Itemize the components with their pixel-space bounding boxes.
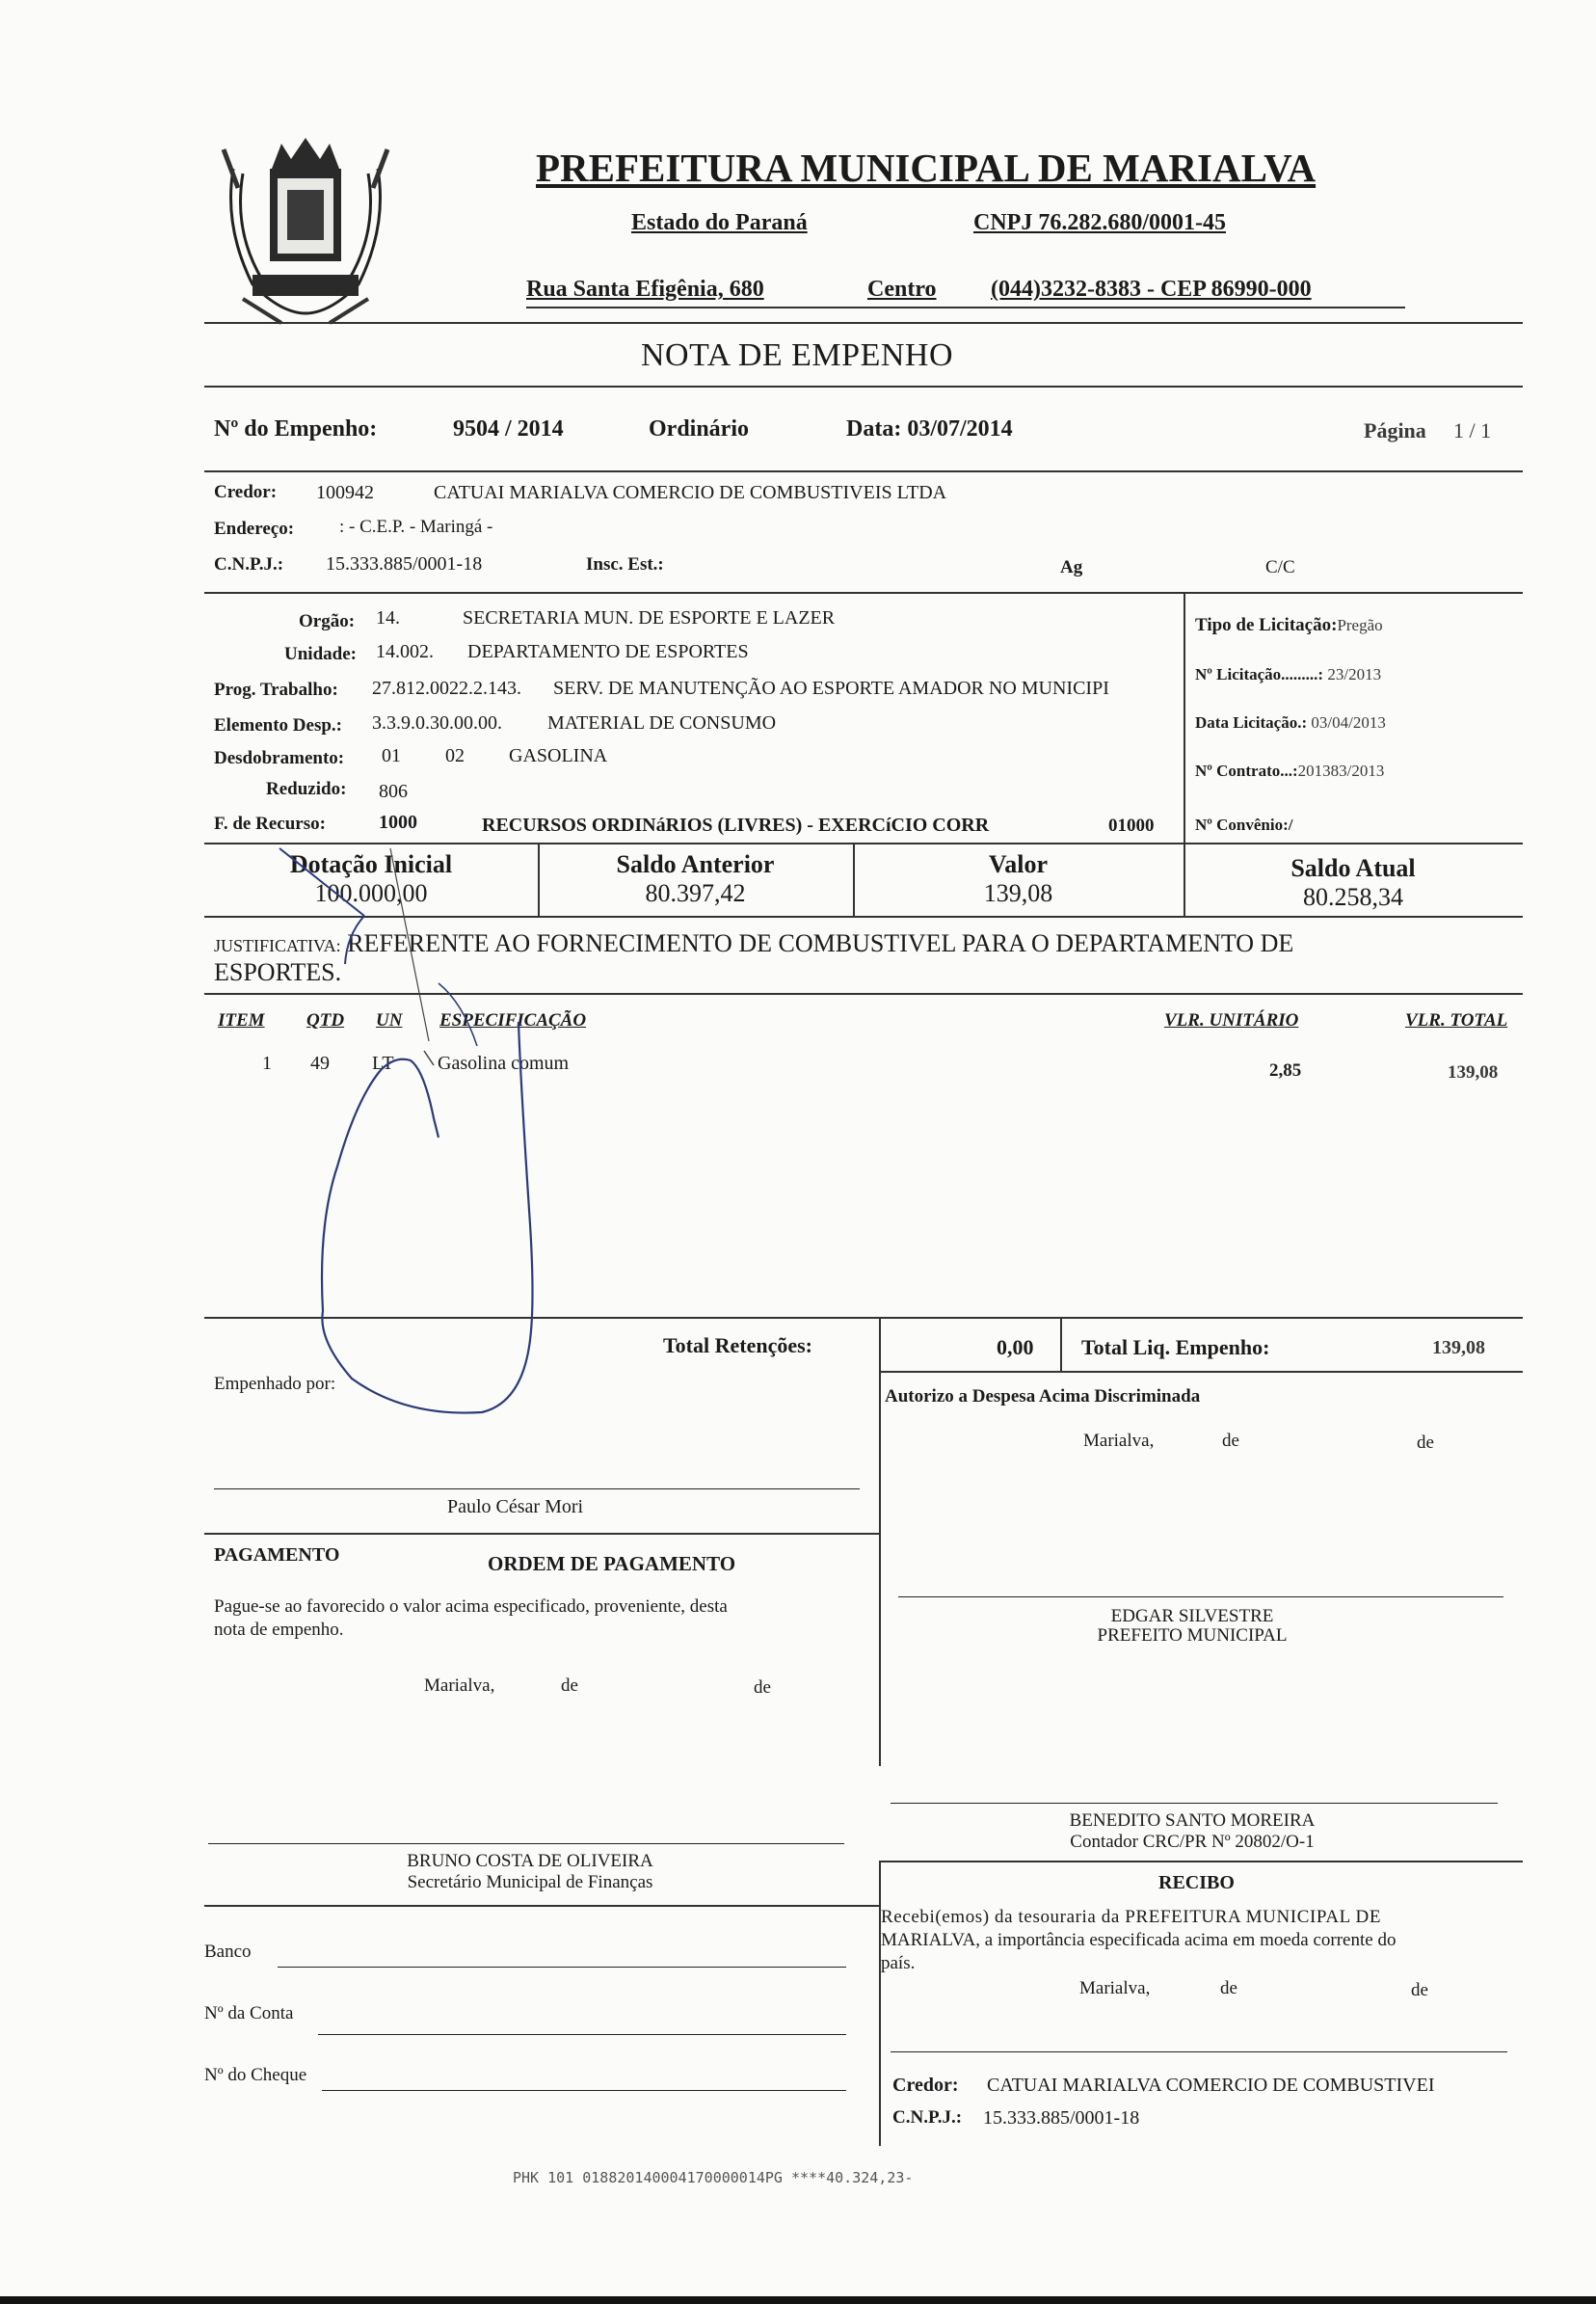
saldo-anterior-label: Saldo Anterior — [616, 850, 775, 878]
municipality-phone-cep: (044)3232-8383 - CEP 86990-000 — [991, 277, 1312, 302]
item-un: LT — [372, 1053, 394, 1074]
elemento-desp-label: Elemento Desp.: — [214, 715, 342, 736]
tipo-licitacao: Pregão — [1337, 616, 1383, 634]
credor-name: CATUAI MARIALVA COMERCIO DE COMBUSTIVEIS LTDA — [434, 482, 947, 503]
recibo-text-line2: MARIALVA, a importância especificada acima em moeda corrente do — [881, 1930, 1396, 1950]
pagamento-de-1: de — [561, 1675, 578, 1696]
title-divider — [204, 386, 1523, 388]
item-qtd: 49 — [310, 1053, 330, 1074]
header-address-rule — [526, 307, 1405, 308]
item-number: 1 — [262, 1053, 272, 1074]
recurso-number: 01000 — [1108, 816, 1155, 836]
elemento-desp-code: 3.3.9.0.30.00.00. — [372, 712, 502, 734]
empenho-date: Data: 03/07/2014 — [846, 416, 1013, 442]
footer-code: PHK 101 018820140004170000014PG ****40.324,23- — [513, 2169, 914, 2186]
municipality-address: Rua Santa Efigênia, 680 — [526, 277, 764, 302]
pagamento-top-divider — [204, 1533, 879, 1535]
municipality-district: Centro — [867, 277, 937, 302]
banco-label: Banco — [204, 1942, 252, 1962]
unidade-code: 14.002. — [376, 641, 434, 662]
pen-scribble — [241, 839, 646, 1417]
empenho-number-label: Nº do Empenho: — [214, 416, 378, 442]
item-vlr-unit: 2,85 — [1269, 1060, 1302, 1081]
credor-cnpj: 15.333.885/0001-18 — [326, 553, 483, 575]
empenhado-name: Paulo César Mori — [447, 1496, 584, 1517]
total-liquido-value: 139,08 — [1432, 1337, 1485, 1358]
licitacao-date: 03/04/2013 — [1311, 713, 1386, 732]
col-vlr-unit-header: VLR. UNITÁRIO — [1164, 1010, 1299, 1031]
elemento-desp-name: MATERIAL DE CONSUMO — [547, 712, 777, 734]
saldo-atual-label: Saldo Atual — [1290, 854, 1416, 882]
col-un-header: UN — [376, 1010, 403, 1031]
recurso-label: F. de Recurso: — [214, 814, 326, 834]
secretario-name: BRUNO COSTA DE OLIVEIRA — [407, 1851, 653, 1871]
total-liquido-label: Total Liq. Empenho: — [1081, 1335, 1270, 1359]
convenio-label: Nº Convênio:/ — [1195, 816, 1293, 834]
desdobramento-a: 01 — [382, 745, 401, 766]
empenho-type: Ordinário — [649, 416, 750, 442]
desdobramento-label: Desdobramento: — [214, 748, 345, 768]
recibo-cnpj: 15.333.885/0001-18 — [983, 2107, 1140, 2129]
pagamento-label: PAGAMENTO — [214, 1544, 340, 1566]
desdobramento-b: 02 — [445, 745, 465, 766]
autorizo-text: Autorizo a Despesa Acima Discriminada — [885, 1386, 1201, 1407]
credor-label: Credor: — [214, 482, 278, 502]
lower-column-divider — [879, 1317, 881, 1766]
pagamento-de-2: de — [754, 1677, 771, 1698]
prefeito-signature-line — [898, 1596, 1503, 1597]
empenhado-label: Empenhado por: — [214, 1374, 336, 1394]
recibo-top-divider — [879, 1861, 1523, 1862]
municipality-title: PREFEITURA MUNICIPAL DE MARIALVA — [536, 146, 1317, 190]
empenhado-signature-line — [214, 1488, 860, 1489]
endereco-label: Endereço: — [214, 519, 295, 539]
reduzido-value: 806 — [379, 781, 408, 802]
retencoes-value: 0,00 — [997, 1335, 1034, 1359]
empenho-divider — [204, 470, 1523, 472]
licitacao-number: 23/2013 — [1327, 665, 1382, 683]
recurso-name: RECURSOS ORDINáRIOS (LIVRES) - EXERCíCIO CORR — [482, 815, 990, 836]
tipo-licitacao-label: Tipo de Licitação: — [1195, 615, 1338, 635]
totals-divider — [1060, 1317, 1062, 1371]
recurso-code: 1000 — [379, 812, 417, 833]
col-item-header: ITEM — [218, 1010, 265, 1031]
banco-field-line[interactable] — [278, 1967, 846, 1968]
unidade-label: Unidade: — [284, 644, 357, 664]
secretario-role: Secretário Municipal de Finanças — [407, 1872, 653, 1892]
contador-role: Contador CRC/PR Nº 20802/O-1 — [1070, 1832, 1315, 1852]
cheque-label: Nº do Cheque — [204, 2065, 307, 2085]
recibo-left-divider — [879, 1861, 881, 2146]
licitacao-column-divider — [1184, 592, 1185, 843]
desdobramento-name: GASOLINA — [509, 745, 608, 766]
justificativa-label: JUSTIFICATIVA: — [214, 936, 341, 955]
col-vlr-total-header: VLR. TOTAL — [1405, 1010, 1508, 1031]
unidade-name: DEPARTAMENTO DE ESPORTES — [467, 641, 749, 662]
totals-bottom-divider — [879, 1371, 1523, 1373]
prefeito-role: PREFEITO MUNICIPAL — [1097, 1625, 1288, 1646]
secretario-signature-line — [208, 1843, 844, 1844]
orgao-code: 14. — [376, 607, 400, 629]
autorizo-de-1: de — [1222, 1431, 1239, 1451]
recibo-place: Marialva, — [1079, 1978, 1151, 1998]
municipality-cnpj: CNPJ 76.282.680/0001-45 — [973, 210, 1226, 235]
prog-trabalho-label: Prog. Trabalho: — [214, 680, 338, 700]
recibo-credor-label: Credor: — [892, 2075, 959, 2096]
insc-est-label: Insc. Est.: — [586, 554, 664, 575]
retencoes-label: Total Retenções: — [663, 1333, 812, 1357]
contador-signature-line — [891, 1803, 1498, 1804]
recibo-de-1: de — [1220, 1978, 1237, 1998]
header-divider — [204, 322, 1523, 324]
document-title: NOTA DE EMPENHO — [641, 337, 953, 373]
recibo-text-line3: país. — [881, 1953, 916, 1973]
orgao-label: Orgão: — [299, 611, 356, 631]
credor-divider — [204, 592, 1523, 594]
recibo-title: RECIBO — [1158, 1872, 1235, 1893]
conta-label: Nº da Conta — [204, 2003, 294, 2023]
licitacao-date-label: Data Licitação.: — [1195, 713, 1308, 732]
credor-endereco: : - C.E.P. - Maringá - — [339, 517, 493, 537]
justificativa-text-line1: REFERENTE AO FORNECIMENTO DE COMBUSTIVEL PARA O DEPARTAMENTO DE — [347, 929, 1294, 957]
saldo-atual-value: 80.258,34 — [1303, 883, 1403, 911]
orgao-name: SECRETARIA MUN. DE ESPORTE E LAZER — [463, 607, 836, 629]
prefeito-name: EDGAR SILVESTRE — [1110, 1606, 1274, 1626]
pagamento-text-line2: nota de empenho. — [214, 1620, 344, 1640]
recibo-de-2: de — [1411, 1980, 1428, 2000]
contrato-label: Nº Contrato...: — [1195, 762, 1298, 780]
cheque-field-line[interactable] — [322, 2090, 846, 2091]
banco-top-divider — [204, 1905, 879, 1907]
item-espec: Gasolina comum — [438, 1053, 570, 1074]
saldo-anterior-value: 80.397,42 — [645, 879, 746, 907]
recibo-signature-line — [891, 2051, 1507, 2052]
autorizo-place: Marialva, — [1083, 1431, 1155, 1451]
conta-field-line[interactable] — [318, 2034, 846, 2035]
page-label: Página — [1364, 418, 1426, 442]
recibo-credor-name: CATUAI MARIALVA COMERCIO DE COMBUSTIVEI — [987, 2075, 1435, 2096]
col-qtd-header: QTD — [306, 1010, 345, 1031]
credor-cnpj-label: C.N.P.J.: — [214, 554, 284, 575]
col-espec-header: ESPECIFICAÇÃO — [439, 1010, 587, 1031]
valor-value: 139,08 — [983, 879, 1053, 907]
contrato-number: 201383/2013 — [1297, 762, 1385, 780]
autorizo-de-2: de — [1417, 1433, 1434, 1453]
item-vlr-total: 139,08 — [1448, 1062, 1499, 1083]
pagamento-place: Marialva, — [424, 1675, 495, 1696]
dotacao-inicial-value: 100.000,00 — [314, 879, 428, 907]
dotacao-inicial-label: Dotação Inicial — [289, 850, 453, 878]
credor-code: 100942 — [316, 482, 374, 503]
state-name: Estado do Paraná — [631, 210, 808, 235]
empenho-number: 9504 / 2014 — [453, 416, 564, 442]
recibo-text-line1: Recebi(emos) da tesouraria da PREFEITURA MUNICIPAL DE — [881, 1907, 1382, 1927]
prog-trabalho-name: SERV. DE MANUTENÇÃO AO ESPORTE AMADOR NO MUNICIPI — [553, 678, 1109, 699]
contador-name: BENEDITO SANTO MOREIRA — [1069, 1810, 1316, 1831]
page-number: 1 / 1 — [1453, 418, 1492, 442]
recibo-cnpj-label: C.N.P.J.: — [892, 2107, 963, 2128]
justificativa-text-line2: ESPORTES. — [214, 958, 342, 986]
valor-label: Valor — [988, 850, 1049, 878]
conta-corrente-label: C/C — [1265, 557, 1295, 577]
prog-trabalho-code: 27.812.0022.2.143. — [372, 678, 521, 699]
ordem-pagamento-title: ORDEM DE PAGAMENTO — [488, 1552, 736, 1575]
agencia-label: Ag — [1060, 557, 1083, 577]
licitacao-number-label: Nº Licitação.........: — [1195, 665, 1324, 683]
reduzido-label: Reduzido: — [266, 779, 347, 799]
municipal-coat-of-arms — [214, 130, 397, 335]
pagamento-text-line1: Pague-se ao favorecido o valor acima especificado, proveniente, desta — [214, 1596, 728, 1617]
